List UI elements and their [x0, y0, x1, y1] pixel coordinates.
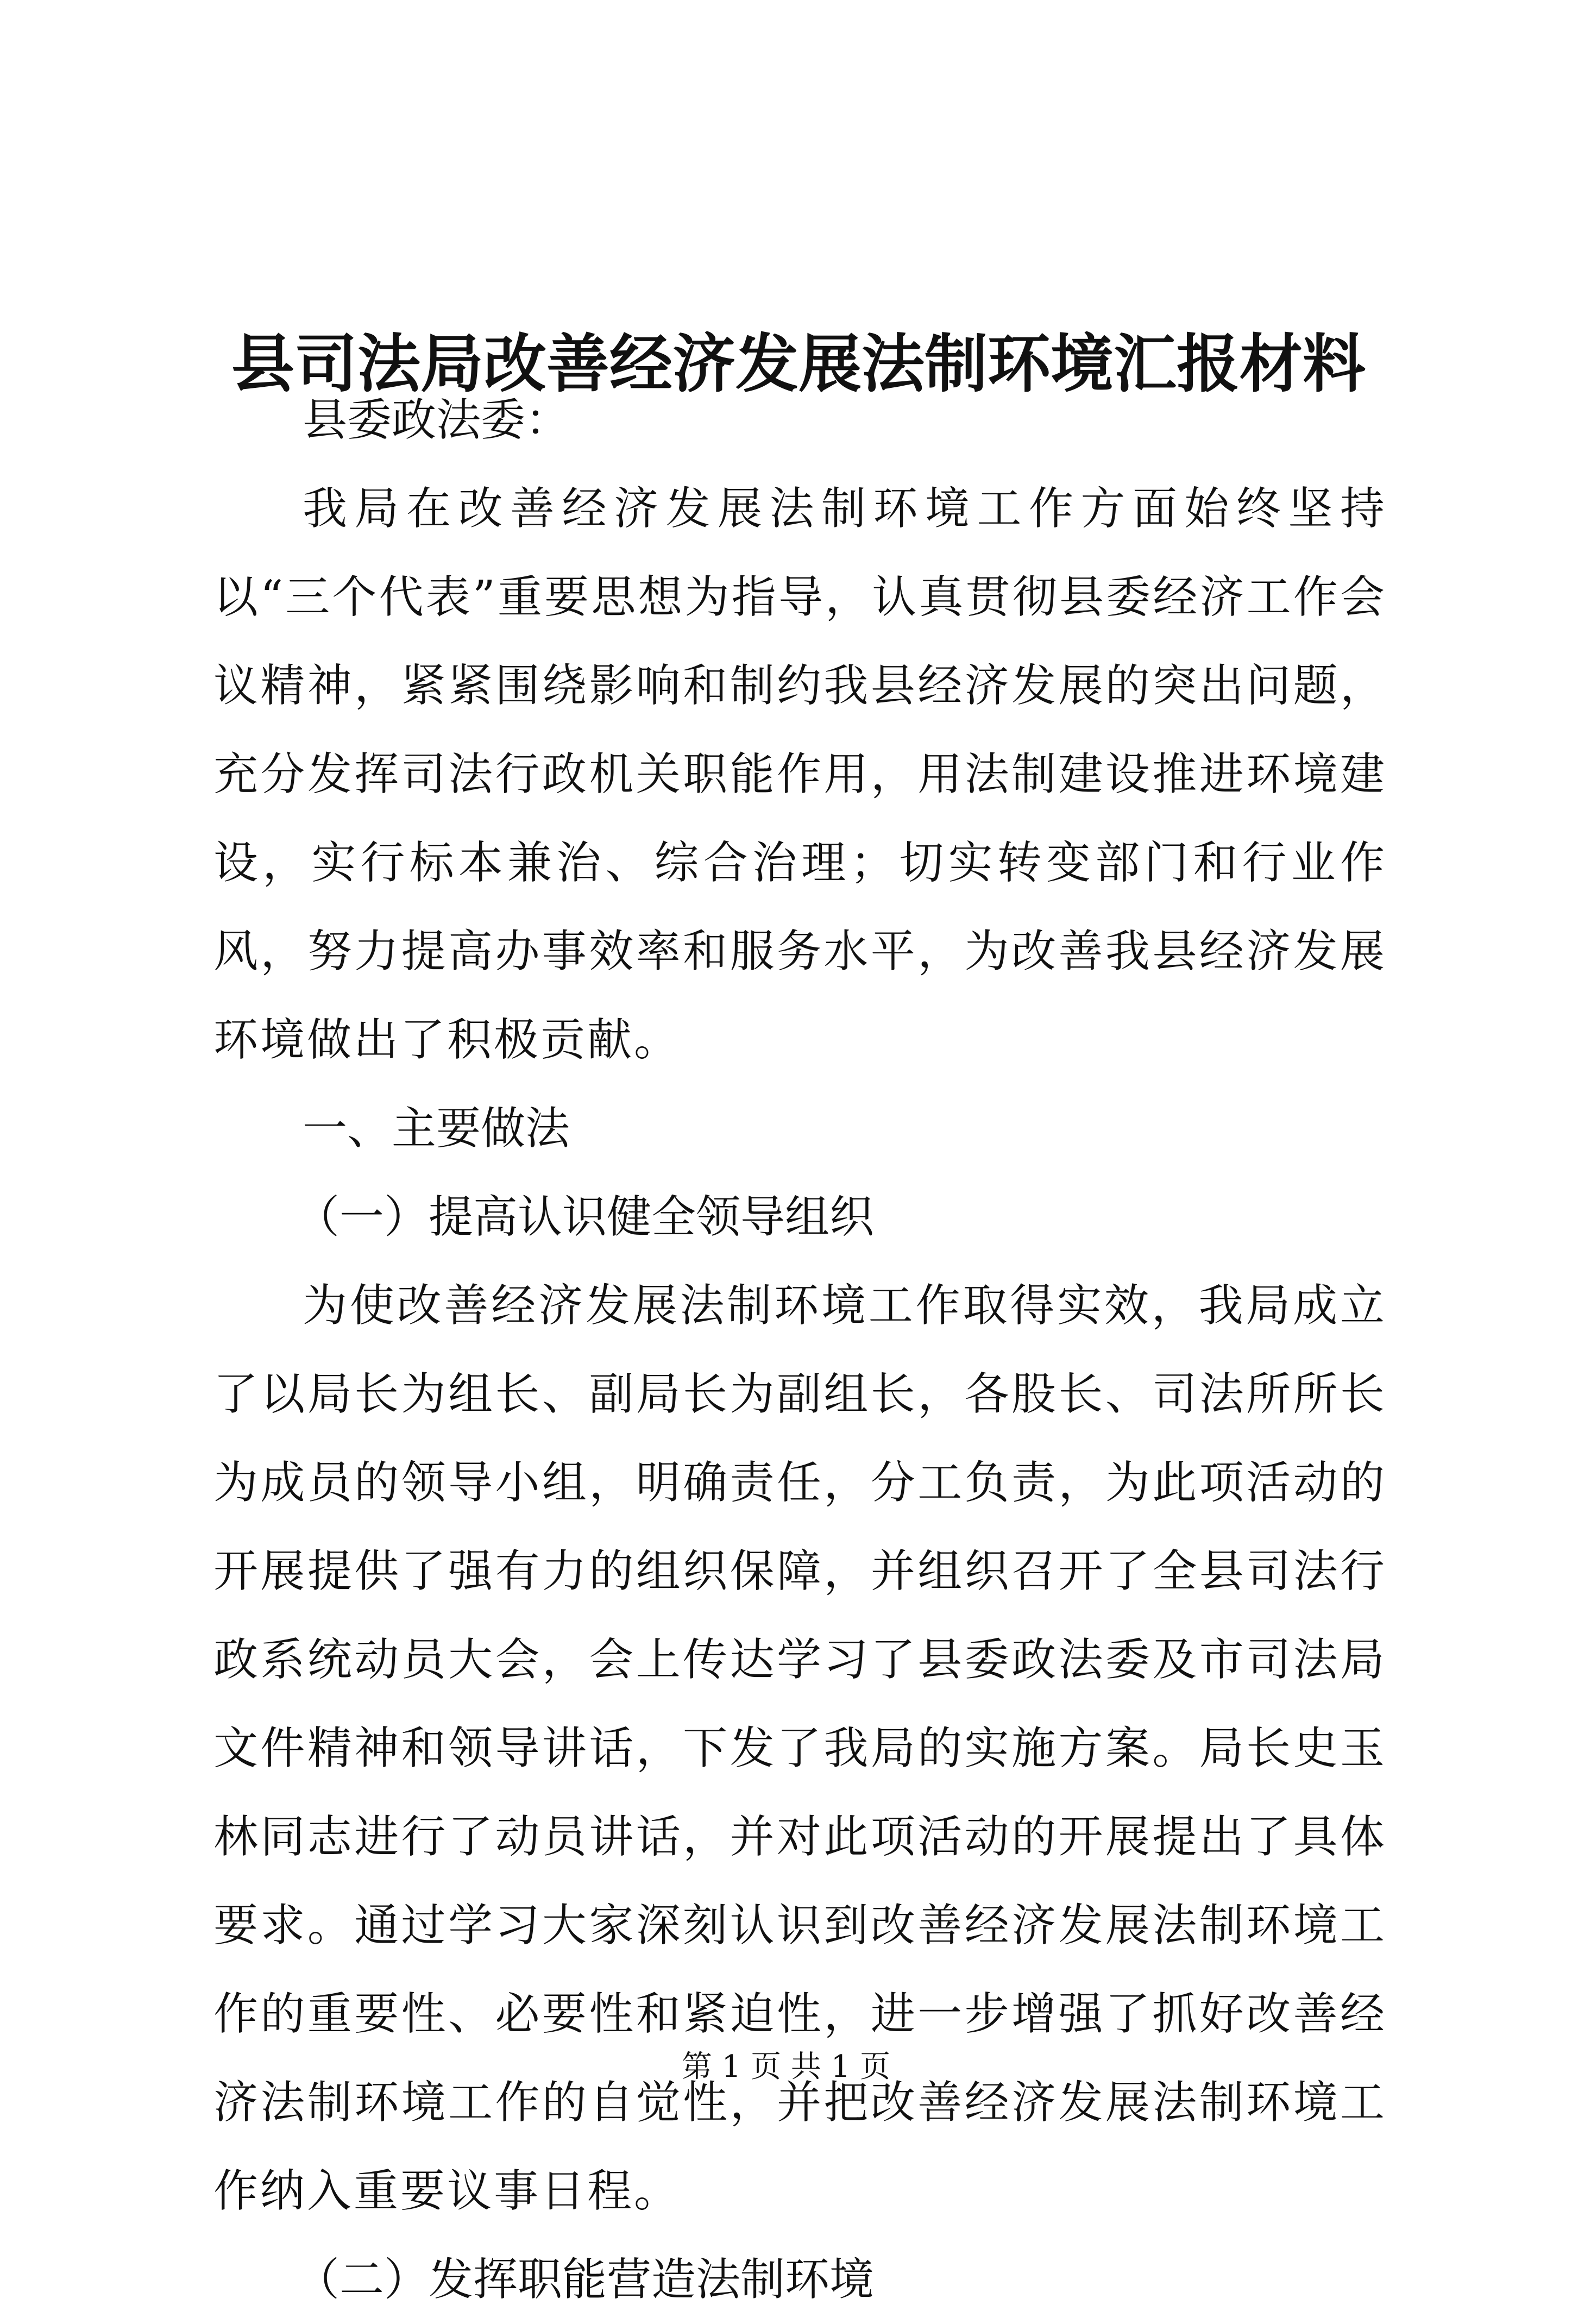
subsection-heading: （二）发挥职能营造法制环境 [295, 2254, 875, 2306]
document-body [213, 376, 1387, 2324]
salutation: 县委政法委： [303, 394, 570, 446]
page-footer: 第 1 页 共 1 页 [681, 2049, 891, 2084]
subsection-heading: （一）提高认识健全领导组织 [295, 1191, 875, 1243]
document-title: 县司法局改善经济发展法制环境汇报材料 [231, 326, 1366, 401]
intro-paragraph: 我局在改善经济发展法制环境工作方面始终坚持以“三个代表”重要思想为指导，认真贯彻县委经济工作会议精神，紧紧围绕影响和制约我县经济发展的突出问题，充分发挥司法行政机关职能作用，用法制建设推进环境建设，实行标本兼治、综合治理；切实转变部门和行业作风，努力提高办事效率和服务水平，为改善我县经济发展环境做出了积极贡献。 [213, 483, 1387, 1066]
body-paragraph: 为使改善经济发展法制环境工作取得实效，我局成立了以局长为组长、副局长为副组长，各股长、司法所所长为成员的领导小组，明确责任，分工负责，为此项活动的开展提供了强有力的组织保障，并组织召开了全县司法行政系统动员大会，会上传达学习了县委政法委及市司法局文件精神和领导讲话，下发了我局的实施方案。局长史玉林同志进行了动员讲话，并对此项活动的开展提出了具体要求。通过学习大家深刻认识到改善经济发展法制环境工作的重要性、必要性和紧迫性，进一步增强了抓好改善经济法制环境工作的自觉性，并把改善经济发展法制环境工作纳入重要议事日程。 [213, 1280, 1387, 2217]
section-heading: 一、主要做法 [303, 1103, 570, 1154]
